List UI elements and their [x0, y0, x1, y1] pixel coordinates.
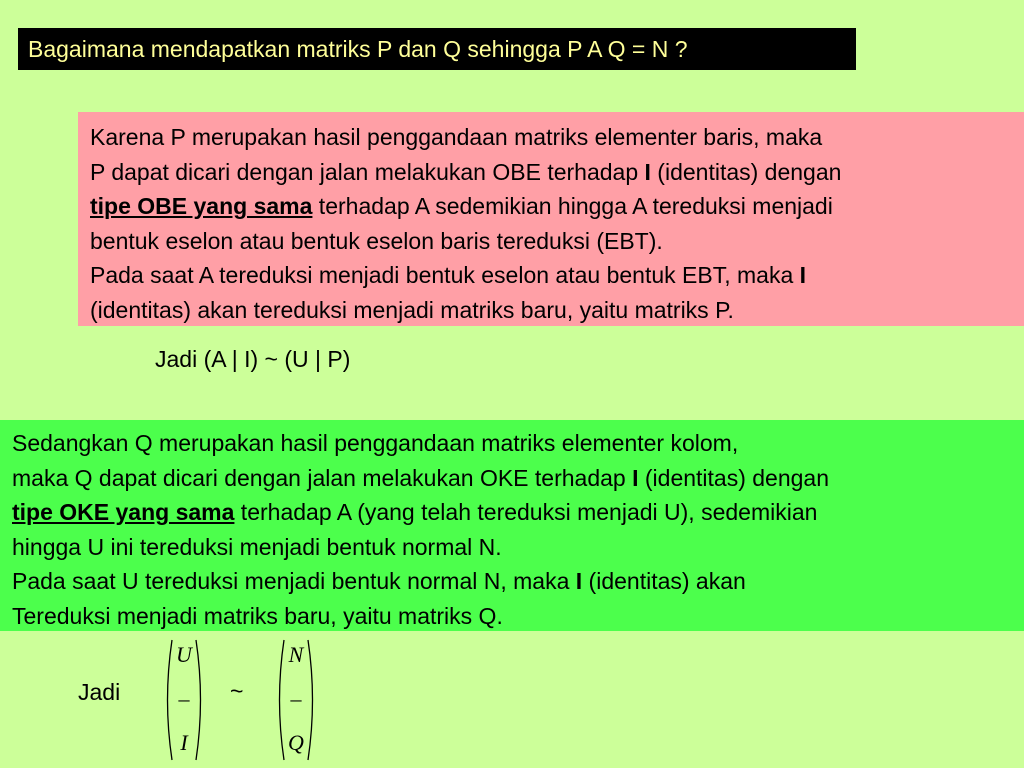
- oke-line-5-text: Pada saat U tereduksi menjadi bentuk normal N, maka: [12, 568, 576, 594]
- oke-line-3-text: terhadap A (yang telah tereduksi menjadi U), sedemikian: [234, 499, 818, 525]
- obe-line-6: (identitas) akan tereduksi menjadi matriks baru, yaitu matriks P.: [90, 296, 734, 323]
- obe-explanation-box: [78, 112, 1024, 326]
- obe-line-2-end: (identitas) dengan: [650, 158, 842, 185]
- matrix-n-over-q: [274, 638, 318, 762]
- matrix-separator: –: [178, 686, 190, 711]
- slide-title-text: Bagaimana mendapatkan matriks P dan Q sehingga P A Q = N ?: [28, 36, 688, 62]
- obe-identity-symbol-2: I: [799, 262, 807, 288]
- oke-line-1: Sedangkan Q merupakan hasil penggandaan matriks elementer kolom,: [12, 430, 739, 456]
- oke-identity-symbol: I: [632, 464, 639, 491]
- oke-explanation-box: [0, 420, 1024, 631]
- obe-line-3: [90, 189, 1024, 224]
- slide-title: [18, 28, 856, 70]
- matrix-entry-i: I: [180, 730, 188, 755]
- oke-line-5: [12, 564, 1024, 599]
- equivalence-tilde: ~: [230, 678, 244, 704]
- matrix-entry-q: Q: [288, 730, 304, 755]
- obe-line-3-text: terhadap A sedemikian hingga A tereduksi menjadi: [312, 193, 833, 219]
- conclusion-oke-label: Jadi: [78, 679, 121, 705]
- obe-line-2: [90, 155, 1024, 190]
- oke-line-5-end: (identitas) akan: [582, 568, 746, 594]
- obe-line-1: Karena P merupakan hasil penggandaan matriks elementer baris, maka: [90, 124, 823, 150]
- oke-line-3: [12, 495, 1024, 530]
- obe-line-4: bentuk eselon atau bentuk eselon baris tereduksi (EBT).: [90, 227, 663, 254]
- oke-line-2-end: (identitas) dengan: [638, 464, 830, 491]
- obe-emphasis: tipe OBE yang sama: [90, 193, 313, 219]
- obe-line-5-text: Pada saat A tereduksi menjadi bentuk eselon atau bentuk EBT, maka: [90, 262, 800, 288]
- oke-line-2-text: maka Q dapat dicari dengan jalan melakukan OKE terhadap: [12, 464, 633, 491]
- matrix-u-over-i: [162, 638, 206, 762]
- matrix-separator: –: [290, 686, 302, 711]
- oke-identity-symbol-2: I: [575, 568, 583, 594]
- obe-line-2-text: P dapat dicari dengan jalan melakukan OBE terhadap: [90, 158, 645, 185]
- obe-line-5: [90, 258, 1024, 293]
- matrix-entry-n: N: [288, 642, 304, 667]
- obe-identity-symbol: I: [644, 158, 651, 185]
- matrix-entry-u: U: [176, 642, 192, 667]
- oke-line-4: hingga U ini tereduksi menjadi bentuk normal N.: [12, 533, 502, 560]
- oke-line-6: Tereduksi menjadi matriks baru, yaitu matriks Q.: [12, 602, 503, 629]
- oke-line-2: [12, 461, 1024, 496]
- conclusion-obe: Jadi (A | I) ~ (U | P): [155, 346, 351, 372]
- oke-emphasis: tipe OKE yang sama: [12, 499, 235, 525]
